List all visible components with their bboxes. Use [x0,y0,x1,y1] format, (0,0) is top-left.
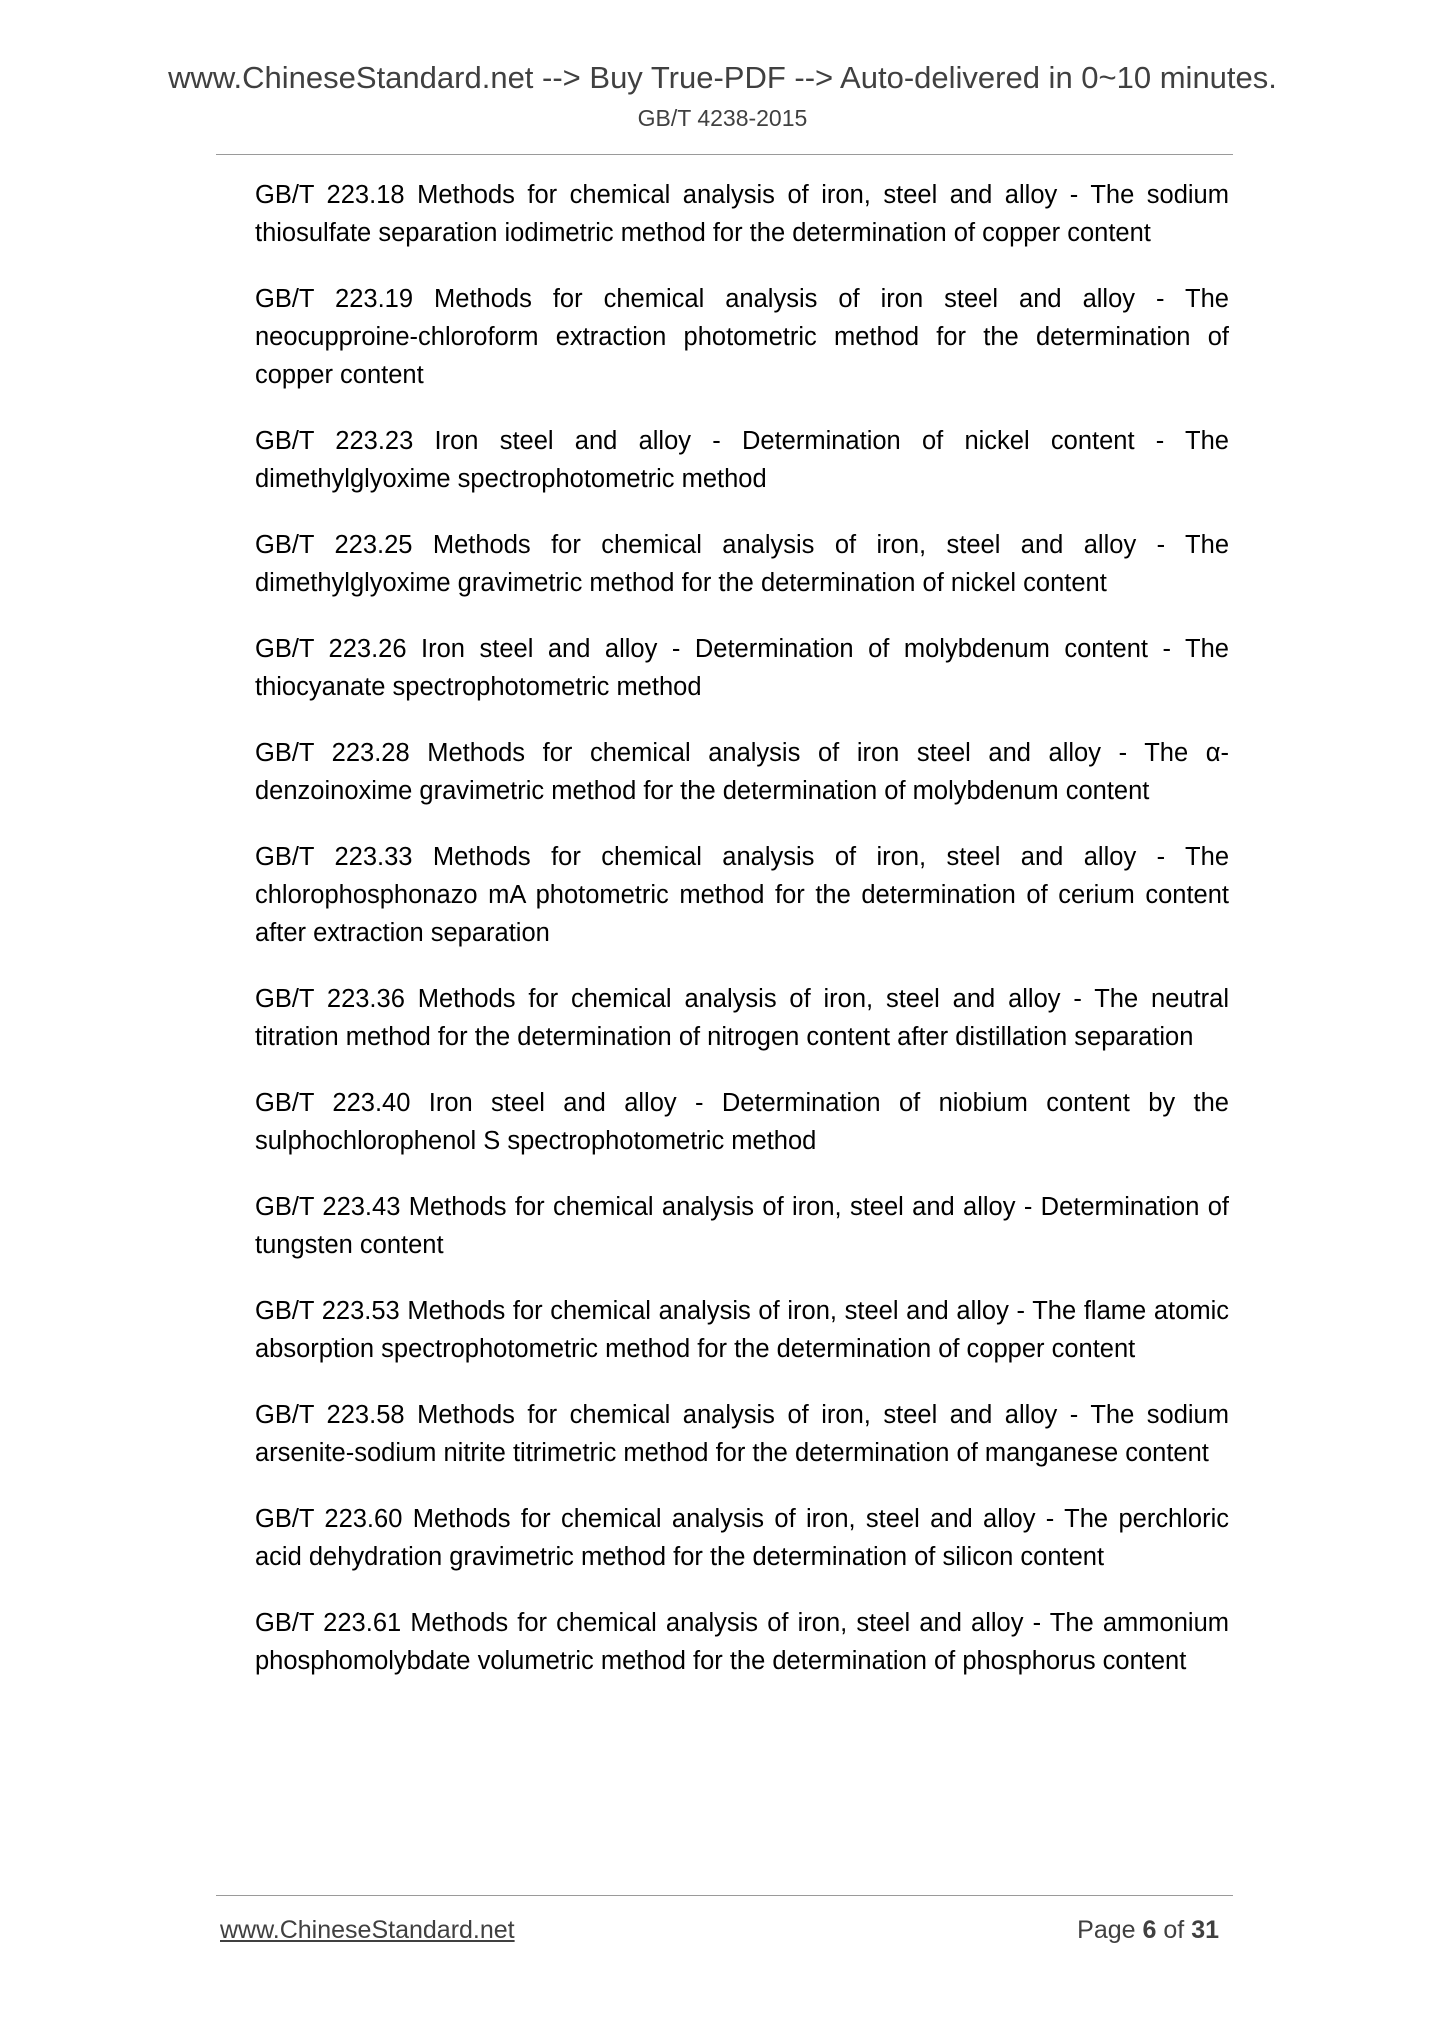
reference-item: GB/T 223.40 Iron steel and alloy - Determination of niobium content by the sulphochlorophenol S spectrophotometric method [255,1089,1229,1155]
document-id: GB/T 4238-2015 [637,105,808,131]
reference-item: GB/T 223.19 Methods for chemical analysis of iron steel and alloy - The neocupproine-chloroform extraction photometric method for the determination of copper content [255,285,1229,389]
footer-divider [216,1895,1233,1896]
reference-item: GB/T 223.43 Methods for chemical analysis of iron, steel and alloy - Determination of tungsten content [255,1193,1229,1259]
reference-item: GB/T 223.60 Methods for chemical analysis of iron, steel and alloy - The perchloric acid dehydration gravimetric method for the determination of silicon content [255,1505,1229,1571]
reference-item: GB/T 223.23 Iron steel and alloy - Determination of nickel content - The dimethylglyoxime spectrophotometric method [255,427,1229,493]
header-divider [216,154,1233,155]
reference-item: GB/T 223.25 Methods for chemical analysis of iron, steel and alloy - The dimethylglyoxime gravimetric method for the determination of nickel content [255,531,1229,597]
reference-item: GB/T 223.33 Methods for chemical analysis of iron, steel and alloy - The chlorophosphonazo mA photometric method for the determination of cerium content after extraction separation [255,843,1229,947]
reference-list [255,176,1229,1708]
page-current: 6 [1142,1916,1157,1944]
reference-item: GB/T 223.28 Methods for chemical analysis of iron steel and alloy - The α-denzoinoxime gravimetric method for the determination of molybdenum content [255,739,1229,805]
page-indicator [1077,1913,1219,1947]
reference-item: GB/T 223.58 Methods for chemical analysis of iron, steel and alloy - The sodium arsenite-sodium nitrite titrimetric method for the determination of manganese content [255,1401,1229,1467]
reference-item: GB/T 223.53 Methods for chemical analysis of iron, steel and alloy - The flame atomic absorption spectrophotometric method for the determination of copper content [255,1297,1229,1363]
reference-item: GB/T 223.36 Methods for chemical analysis of iron, steel and alloy - The neutral titration method for the determination of nitrogen content after distillation separation [255,985,1229,1051]
page-total: 31 [1191,1916,1219,1944]
reference-item: GB/T 223.18 Methods for chemical analysis of iron, steel and alloy - The sodium thiosulfate separation iodimetric method for the determination of copper content [255,181,1229,247]
page-label: Page [1077,1916,1136,1944]
page-of: of [1163,1916,1185,1944]
reference-item: GB/T 223.26 Iron steel and alloy - Determination of molybdenum content - The thiocyanate spectrophotometric method [255,635,1229,701]
footer-website-link[interactable]: www.ChineseStandard.net [220,1916,515,1944]
reference-item: GB/T 223.61 Methods for chemical analysis of iron, steel and alloy - The ammonium phosphomolybdate volumetric method for the determination of phosphorus content [255,1609,1229,1675]
top-banner: www.ChineseStandard.net --> Buy True-PDF --> Auto-delivered in 0~10 minutes. [168,60,1277,95]
